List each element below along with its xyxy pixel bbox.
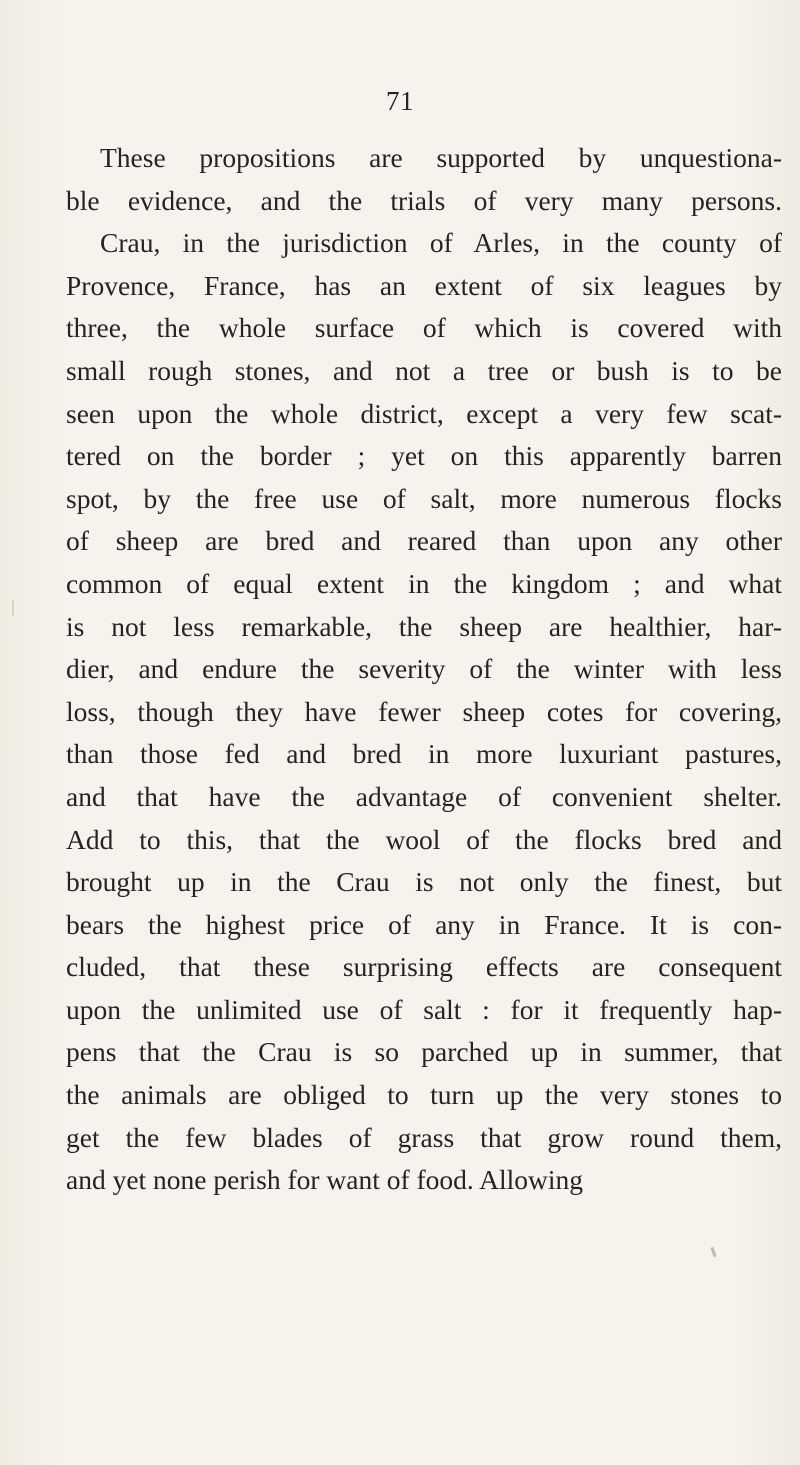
text-line: upon the unlimited use of salt : for it frequently hap- [66, 993, 782, 1025]
text-line: pens that the Crau is so parched up in summer, that [66, 1036, 782, 1068]
page-number: 71 [386, 86, 414, 116]
text-line: of sheep are bred and reared than upon any other [66, 525, 782, 557]
text-line: common of equal extent in the kingdom ; and what [66, 567, 782, 599]
text-line: the animals are obliged to turn up the very stones to [66, 1079, 782, 1111]
text-line: is not less remarkable, the sheep are healthier, har- [66, 610, 782, 642]
paper-mark [12, 600, 14, 616]
text-line: than those fed and bred in more luxuriant pastures, [66, 738, 782, 770]
text-line: spot, by the free use of salt, more numerous flocks [66, 482, 782, 514]
text-line: seen upon the whole district, except a very few scat- [66, 397, 782, 429]
text-line: loss, though they have fewer sheep cotes for covering, [66, 695, 782, 727]
text-line: and that have the advantage of convenient shelter. [66, 780, 782, 812]
text-line: ble evidence, and the trials of very many persons. [66, 184, 782, 216]
text-line: Provence, France, has an extent of six leagues by [66, 269, 782, 301]
text-line: cluded, that these surprising effects are consequent [66, 951, 782, 983]
text-line: get the few blades of grass that grow round them, [66, 1121, 782, 1153]
text-line: three, the whole surface of which is covered with [66, 312, 782, 344]
text-line: Crau, in the jurisdiction of Arles, in the county of [100, 227, 782, 259]
ink-mark [710, 1247, 716, 1257]
text-line: small rough stones, and not a tree or bush is to be [66, 354, 782, 386]
text-line: These propositions are supported by unquestiona- [100, 142, 782, 173]
text-line: Add to this, that the wool of the flocks bred and [66, 823, 782, 855]
text-line: brought up in the Crau is not only the finest, but [66, 866, 782, 898]
text-line: tered on the border ; yet on this apparently barren [66, 440, 782, 472]
text-line: bears the highest price of any in France. It is con- [66, 908, 782, 940]
text-line: and yet none perish for want of food. Allowing [66, 1164, 584, 1196]
text-line: dier, and endure the severity of the winter with less [66, 653, 782, 685]
body-text [66, 137, 782, 1202]
